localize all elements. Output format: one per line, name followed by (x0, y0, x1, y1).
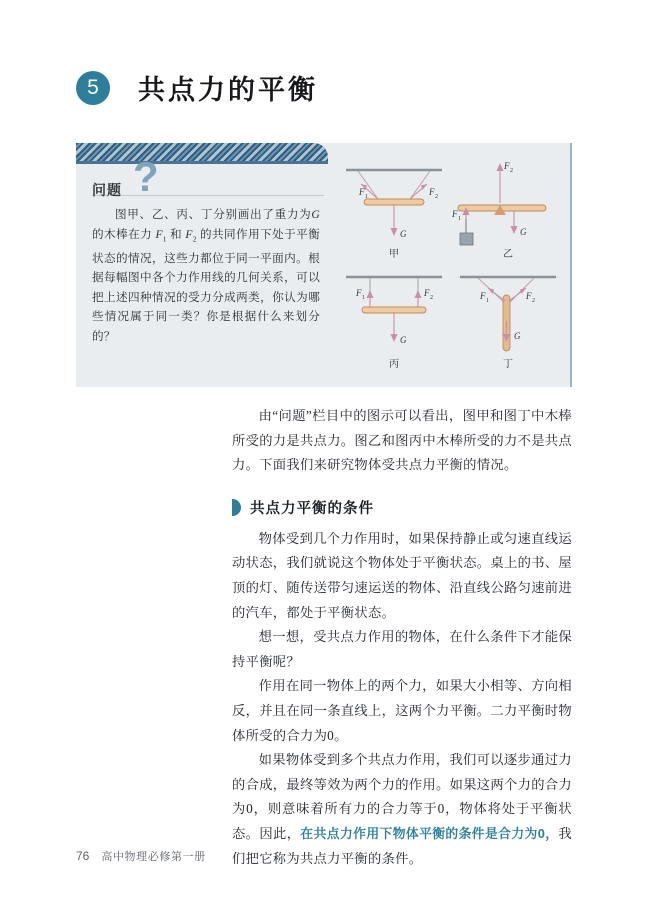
question-label: 问题 (92, 182, 122, 198)
figure-ding (452, 265, 564, 371)
svg-text:1: 1 (458, 216, 461, 222)
paragraph-equilibrium-state: 物体受到几个力作用时，如果保持静止或匀速直线运动状态，我们就说这个物体处于平衡状态。桌上的书、屋顶的灯、随传送带匀速运送的物体、沿直线公路匀速前进的汽车，都处于平衡状态。 (232, 530, 572, 620)
figure-jia-caption: 甲 (389, 249, 399, 260)
svg-text:2: 2 (430, 295, 433, 301)
chapter-number-badge: 5 (76, 71, 110, 105)
condition-highlight: 在共点力作用下物体平衡的条件是合力为0， (300, 825, 559, 841)
svg-text:F: F (356, 288, 362, 298)
svg-text:F: F (480, 291, 486, 301)
question-mark-icon: ? (133, 153, 159, 200)
figure-yi-caption: 乙 (503, 249, 513, 260)
svg-text:F: F (526, 291, 532, 301)
svg-text:F: F (429, 187, 435, 197)
figure-group (338, 155, 564, 377)
section-heading-label: 共点力平衡的条件 (250, 500, 374, 517)
svg-text:G: G (514, 331, 521, 341)
section-heading (232, 497, 572, 518)
main-content-column (232, 404, 572, 871)
page-footer (76, 848, 206, 864)
svg-text:2: 2 (435, 194, 438, 200)
svg-text:2: 2 (532, 298, 535, 304)
figure-bing (338, 265, 450, 371)
question-body-text: 图甲、乙、丙、丁分别画出了重力为G 的木棒在力 $F_1$ 和 $F_2$ 的共同作用下处于平衡状态的情况，这些力都位于同一平面内。根据每幅图中各个力作用线的几何关系，可以把上述四种情况的受力分成两类，你认为哪些情况属于同一类？你是根据什么来划分的？ (92, 208, 320, 343)
paragraph-intro: 由“问题”栏目中的图示可以看出，图甲和图丁中木棒所受的力是共点力。图乙和图丙中木棒所受的力不是共点力。下面我们来研究物体受共点力平衡的情况。 (232, 408, 572, 473)
figure-yi (452, 155, 564, 261)
paragraph-think: 想一想，受共点力作用的物体，在什么条件下才能保持平衡呢？ (232, 629, 572, 669)
leaf-bullet-icon (232, 499, 241, 516)
svg-text:1: 1 (365, 194, 368, 200)
svg-text:F: F (424, 288, 430, 298)
svg-text:F: F (452, 209, 458, 219)
figure-ding-caption: 丁 (503, 359, 513, 370)
svg-text:F: F (504, 161, 510, 171)
condition-text-before: 如果物体受到多个共点力作用，我们可以逐步通过力的合成，最终等效为两个力的作用。如果这两个力的合力为0，则意味着所有力的合力等于0，物体将处于平衡状态。因此， (232, 752, 572, 841)
figure-bing-caption: 丙 (389, 359, 399, 370)
paragraph-two-force-balance: 作用在同一物体上的两个力，如果大小相等、方向相反，并且在同一条直线上，这两个力平衡。二力平衡时物体所受的合力为0。 (232, 678, 572, 743)
svg-text:G: G (400, 229, 407, 239)
svg-text:1: 1 (362, 295, 365, 301)
condition-text-after: 我们把它称为共点力平衡的条件。 (232, 825, 573, 866)
svg-text:1: 1 (486, 298, 489, 304)
question-panel (76, 143, 572, 387)
panel-band-edge (76, 161, 328, 164)
figure-jia (338, 155, 450, 261)
footer-page-number: 76 (76, 849, 90, 863)
svg-text:2: 2 (510, 168, 513, 174)
paragraph-condition (232, 748, 572, 871)
svg-text:G: G (400, 335, 407, 345)
page-header (76, 68, 318, 107)
panel-divider (92, 195, 324, 196)
page-title: 共点力的平衡 (138, 75, 318, 105)
svg-text:G: G (520, 227, 527, 237)
svg-text:F: F (359, 187, 365, 197)
panel-chevron-band (76, 143, 328, 161)
footer-book-title: 高中物理必修第一册 (101, 851, 206, 863)
